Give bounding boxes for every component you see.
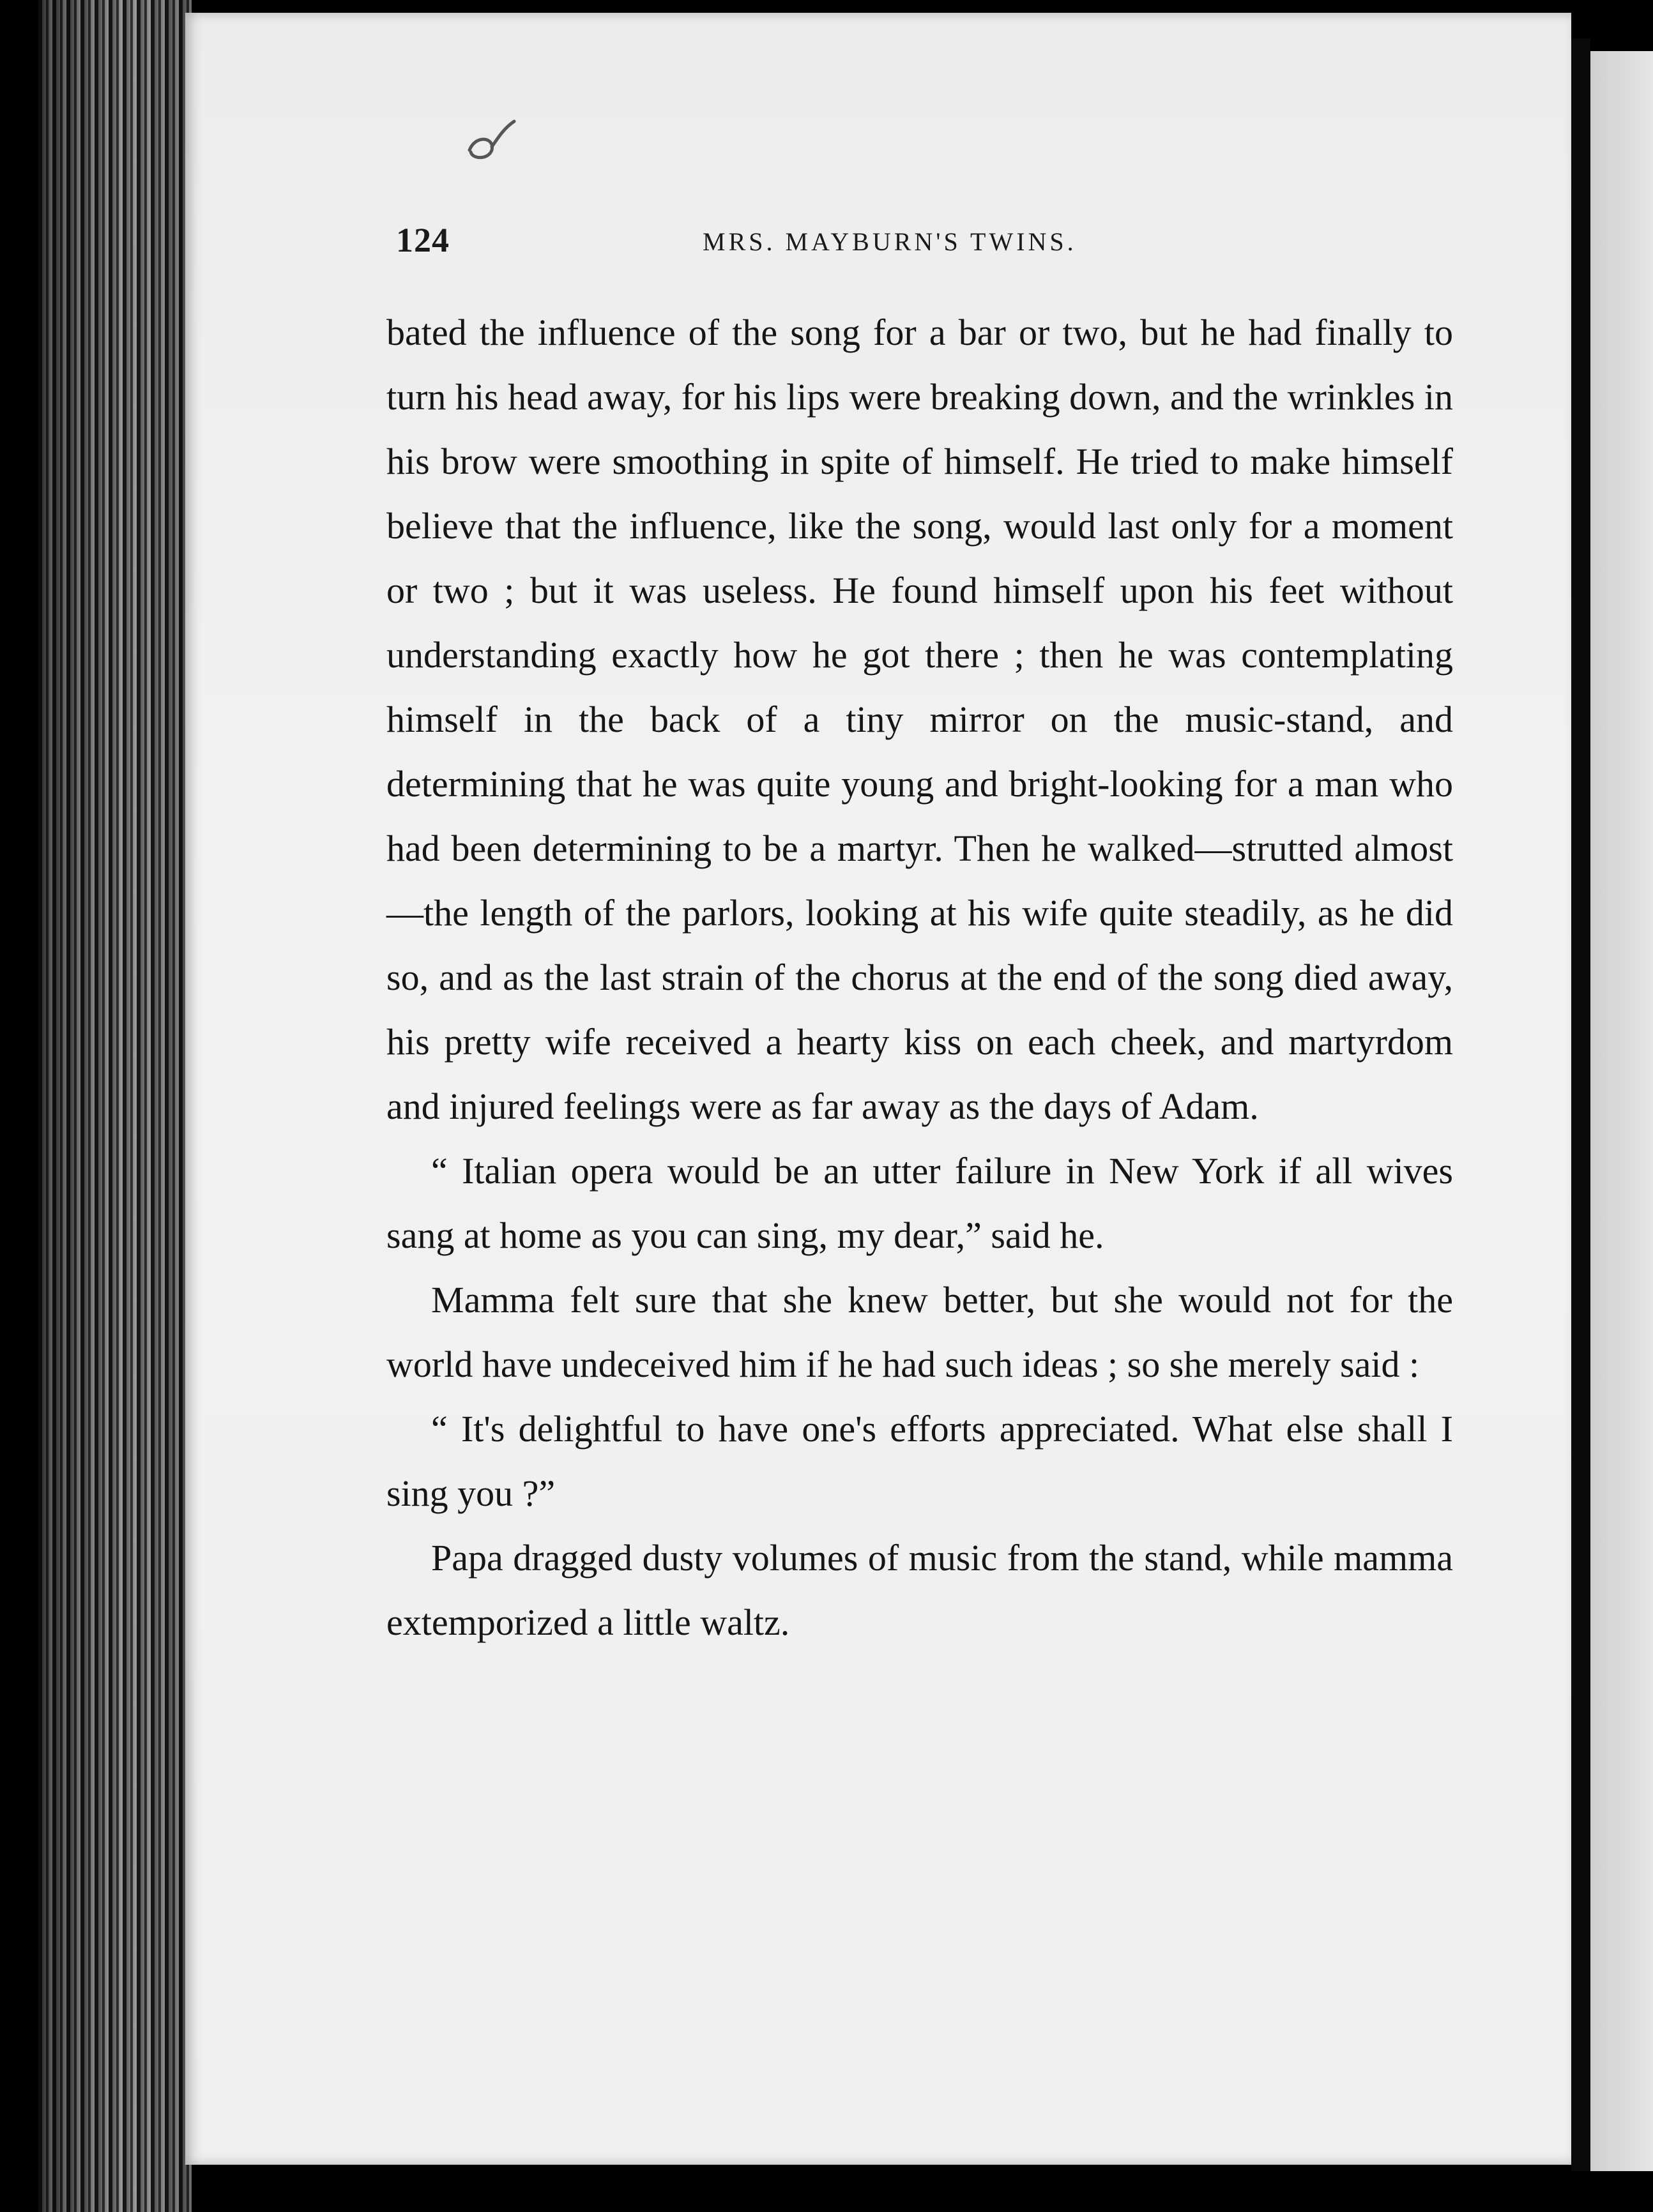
- paragraph: “ It's delightful to have one's efforts appreciated. What else shall I sing you ?”: [386, 1408, 1453, 1514]
- paragraph: Papa dragged dusty volumes of music from the stand, while mamma extemporized a little waltz.: [386, 1537, 1453, 1643]
- paragraph: “ Italian opera would be an utter failure in New York if all wives sang at home as you can sing, my dear,” said he.: [386, 1150, 1453, 1256]
- facing-page-edge: [1590, 51, 1653, 2171]
- body-text: [386, 300, 1453, 1655]
- page-edges-shadow: [38, 0, 192, 2212]
- page-header: [396, 220, 1143, 271]
- pencil-mark-icon: [463, 115, 521, 166]
- paragraph: bated the influence of the song for a bar or two, but he had finally to turn his head away, for his lips were breaking down, and the wrinkles in his brow were smoothing in spite of himself. He tried to make himself believe that the influence, like the song, would last only for a moment or two ; but it was useless. He found himself upon his feet without understanding exactly how he got there ; then he was contemplating himself in the back of a tiny mirror on the music-stand, and determining that he was quite young and bright-looking for a man who had been determining to be a martyr. Then he walked—strutted almost—the length of the parlors, looking at his wife quite steadily, as he did so, and as the last strain of the chorus at the end of the song died away, his pretty wife received a hearty kiss on each cheek, and martyrdom and injured feelings were as far away as the days of Adam.: [386, 312, 1453, 1127]
- page-number: 124: [396, 221, 450, 259]
- paragraph: Mamma felt sure that she knew better, but she would not for the world have undeceived him if he had such ideas ; so she merely said :: [386, 1279, 1453, 1385]
- running-head: MRS. MAYBURN'S TWINS.: [703, 227, 1077, 256]
- book-gutter: [1571, 38, 1590, 2171]
